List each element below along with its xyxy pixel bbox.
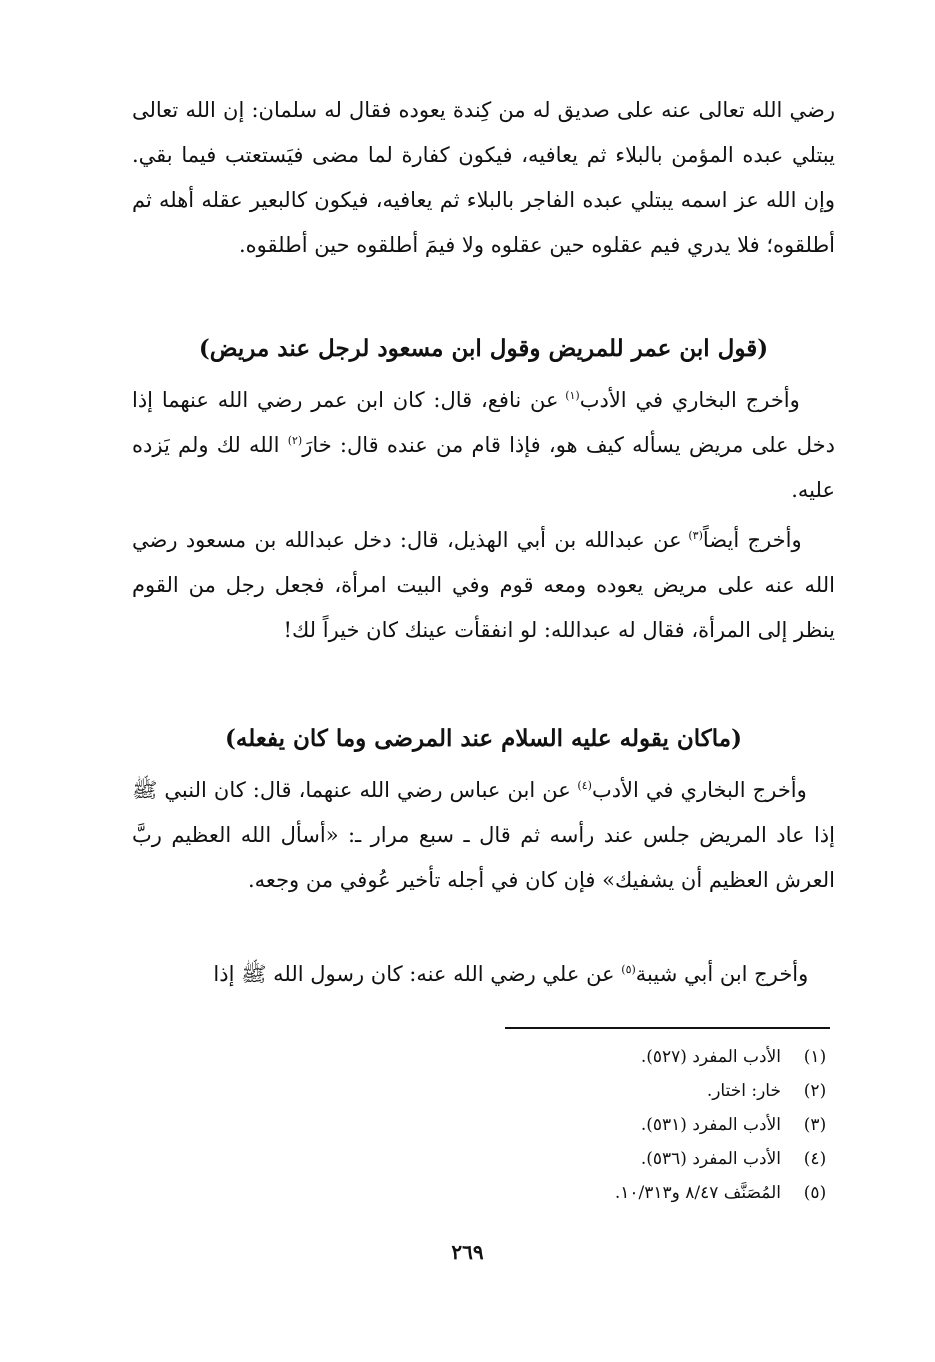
footnote-number: (١) bbox=[803, 1047, 827, 1067]
footnote-number: (٥) bbox=[803, 1183, 827, 1203]
footnotes bbox=[435, 1040, 835, 1210]
footnote-text: الأدب المفرد (٥٢٧). bbox=[640, 1047, 781, 1067]
footnote-marker[interactable]: (٢) bbox=[287, 434, 303, 447]
footnote-text: خار: اختار. bbox=[706, 1081, 781, 1101]
paragraph-text bbox=[132, 952, 835, 997]
text-run: عن ابن عباس رضي الله عنهما، قال: كان النبي ﷺ إذا عاد المريض جلس عند رأسه ثم قال ـ سبع مرار ـ: «أسأل الله العظيم ربَّ العرش العظيم أن يشفيك» فإن كان في أجله تأخير عُوفي من وجعه. bbox=[132, 778, 835, 892]
footnote-item bbox=[435, 1040, 835, 1074]
footnote-marker[interactable]: (٤) bbox=[577, 779, 592, 792]
footnote-text: الأدب المفرد (٥٣٦). bbox=[640, 1149, 781, 1169]
text-run: عن نافع، قال: كان ابن عمر رضي الله عنهما إذا دخل على مريض يسأله كيف هو، فإذا قام من عنده قال: خارَ bbox=[132, 388, 836, 457]
footnote-item bbox=[435, 1176, 835, 1210]
footnote-marker[interactable]: (٣) bbox=[688, 529, 703, 542]
intro-text: رضي الله تعالى عنه على صديق له من كِندة يعوده فقال له سلمان: إن الله تعالى يبتلي عبده المؤمن بالبلاء ثم يعافيه، فيكون كفارة لما مضى فيَستعتب فيما بقي. وإن الله عز اسمه يبتلي عبده الفاجر بالبلاء ثم يعافيه، فيكون كالبعير عقله أهله ثم أطلقوه؛ فلا يدري فيم عقلوه حين عقلوه ولا فيمَ أطلقوه حين أطلقوه. bbox=[132, 98, 835, 257]
section-1-paragraph-2 bbox=[132, 518, 835, 653]
section-1-paragraph-1 bbox=[132, 378, 835, 513]
footnote-divider bbox=[505, 1027, 830, 1029]
text-run: وأخرج البخاري في الأدب bbox=[579, 388, 800, 412]
footnote-text: المُصَنَّف ٨/٤٧ و١٠/٣١٣. bbox=[614, 1183, 781, 1203]
paragraph-text bbox=[132, 378, 835, 513]
footnote-number: (٤) bbox=[803, 1149, 827, 1169]
footnote-number: (٣) bbox=[803, 1115, 827, 1135]
footnote-item bbox=[435, 1142, 835, 1176]
text-run: عن عبدالله بن أبي الهذيل، قال: دخل عبدالله بن مسعود رضي الله عنه على مريض يعوده ومعه قوم وفي البيت امرأة، فجعل رجل من القوم ينظر إلى المرأة، فقال له عبدالله: لو انفقأت عينك كان خيراً لك! bbox=[132, 528, 835, 642]
text-run: وأخرج البخاري في الأدب bbox=[591, 778, 807, 802]
footnote-marker[interactable]: (١) bbox=[565, 389, 580, 402]
paragraph-text bbox=[132, 518, 835, 653]
text-run: وأخرج ابن أبي شيبة bbox=[635, 962, 809, 986]
section-heading-1-text: (قول ابن عمر للمريض وقول ابن مسعود لرجل عند مريض) bbox=[198, 335, 769, 362]
footnote-number: (٢) bbox=[803, 1081, 827, 1101]
paragraph-text bbox=[132, 768, 835, 903]
section-heading-2-text: (ماكان يقوله عليه السلام عند المرضى وما كان يفعله) bbox=[225, 725, 742, 752]
page-number: ٢٦٩ bbox=[451, 1240, 484, 1264]
footnote-item bbox=[435, 1074, 835, 1108]
text-run: عن علي رضي الله عنه: كان رسول الله ﷺ إذا bbox=[213, 962, 622, 986]
footnote-marker[interactable]: (٥) bbox=[621, 963, 636, 976]
section-heading-1 bbox=[132, 332, 835, 366]
text-run: وأخرج أيضاً bbox=[702, 528, 802, 552]
footnote-text: الأدب المفرد (٥٣١). bbox=[640, 1115, 781, 1135]
section-2-paragraph-1 bbox=[132, 768, 835, 903]
text-run: الله لك ولم يَزده عليه. bbox=[132, 433, 835, 502]
section-2-paragraph-2 bbox=[132, 952, 835, 997]
footnote-item bbox=[435, 1108, 835, 1142]
intro-paragraph bbox=[132, 88, 835, 268]
section-heading-2 bbox=[132, 722, 835, 756]
